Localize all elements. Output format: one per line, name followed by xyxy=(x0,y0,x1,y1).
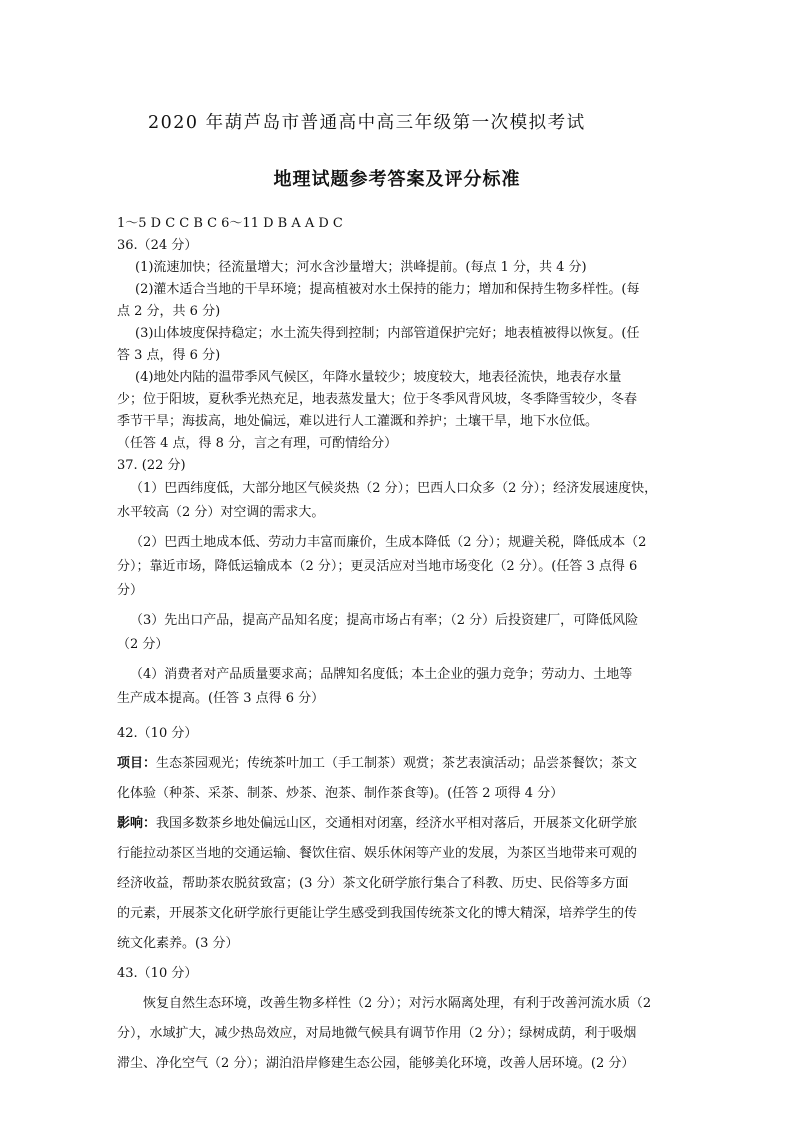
exam-title: 2020 年葫芦岛市普通高中高三年级第一次模拟考试 xyxy=(148,113,586,133)
q36-line-4: (3)山体坡度保持稳定；水土流失得到控制；内部管道保护完好；地表植被得以恢复。(任 xyxy=(135,326,640,341)
q37-line-7: （2 分） xyxy=(117,637,169,652)
q37-line-9: 生产成本提高。(任答 3 点得 6 分） xyxy=(117,691,325,706)
q43-line-1: 恢复自然生态环境，改善生物多样性（2 分）；对污水隔离处理，有利于改善河流水质（2 xyxy=(143,996,652,1011)
q37-line-4: 分）；靠近市场，降低运输成本（2 分）；更灵活应对当地市场变化（2 分）。(任答 3 点得 6 xyxy=(117,559,638,574)
q36-line-7: 少；位于阳坡，夏秋季光热充足，地表蒸发量大；位于冬季风背风坡，冬季降雪较少，冬春 xyxy=(117,392,638,407)
q42-line-5: 经济收益，帮助茶农脱贫致富；(3 分）茶文化研学旅行集合了科教、历史、民俗等多方面 xyxy=(117,876,629,891)
question-37 xyxy=(117,455,690,711)
q36-line-5: 答 3 点，得 6 分) xyxy=(117,348,221,363)
q37-line-5: 分） xyxy=(117,583,144,598)
q42-items-text: 生态茶园观光；传统茶叶加工（手工制茶）观赏；茶艺表演活动；品尝茶餐饮；茶文 xyxy=(156,756,638,771)
q42-line-4: 行能拉动茶区当地的交通运输、餐饮住宿、娱乐休闲等产业的发展，为茶区当地带来可观的 xyxy=(117,846,638,861)
q36-line-6: (4)地处内陆的温带季风气候区，年降水量较少；坡度较大，地表径流快，地表存水量 xyxy=(135,370,622,385)
q42-line-2: 化体验（种茶、采茶、制茶、炒茶、泡茶、制作茶食等)。(任答 2 项得 4 分） xyxy=(117,786,564,801)
q37-line-3: （2）巴西土地成本低、劳动力丰富而廉价，生成本降低（2 分）；规避关税，降低成本（2 xyxy=(130,535,647,550)
q42-line-7: 统文化素养。(3 分） xyxy=(117,936,239,951)
q42-line-3 xyxy=(117,809,690,839)
q42-line-1 xyxy=(117,749,690,779)
q36-line-8: 季节干旱；海拔高，地处偏远，难以进行人工灌溉和养护；土壤干旱，地下水位低。 xyxy=(117,414,599,429)
q42-line-6: 的元素，开展茶文化研学旅行更能让学生感受到我国传统茶文化的博大精深，培养学生的传 xyxy=(117,906,638,921)
q37-line-1: （1）巴西纬度低，大部分地区气候炎热（2 分）；巴西人口众多（2 分）；经济发展速度快， xyxy=(130,481,658,496)
q43-heading: 43.（10 分） xyxy=(117,966,198,981)
q42-impact-text: 我国多数茶乡地处偏远山区，交通相对闭塞，经济水平相对落后，开展茶文化研学旅 xyxy=(156,816,638,831)
q37-line-2: 水平较高（2 分）对空调的需求大。 xyxy=(117,505,325,520)
choice-answers: 1～5 D C C B C 6～11 D B A A D C xyxy=(117,216,343,231)
q36-line-2: (2)灌木适合当地的干旱环境；提高植被对水土保持的能力；增加和保持生物多样性。(每 xyxy=(135,282,640,297)
q37-line-6: （3）先出口产品，提高产品知名度；提高市场占有率；（2 分）后投资建厂，可降低风险 xyxy=(130,613,639,628)
q36-line-3: 点 2 分，共 6 分) xyxy=(117,304,221,319)
q36-line-1: (1)流速加快；径流量增大；河水含沙量增大；洪峰提前。(每点 1 分，共 4 分) xyxy=(135,260,587,275)
question-43 xyxy=(117,959,690,1079)
q43-line-2: 分），水域扩大，减少热岛效应，对局地微气候具有调节作用（2 分）；绿树成荫，利于吸烟 xyxy=(117,1026,637,1041)
q36-heading: 36.（24 分） xyxy=(117,238,198,253)
q36-line-9: （任答 4 点，得 8 分，言之有理，可酌情给分） xyxy=(117,436,398,451)
q37-line-8: （4）消费者对产品质量要求高；品牌知名度低；本土企业的强力竞争；劳动力、土地等 xyxy=(130,667,633,682)
q43-line-3: 滞尘、净化空气（2 分）；湖泊沿岸修建生态公园，能够美化环境，改善人居环境。(2 分） xyxy=(117,1056,635,1071)
q42-items-label: 项目： xyxy=(117,756,157,771)
q42-impact-label: 影响： xyxy=(117,816,157,831)
answer-content xyxy=(117,213,690,1079)
question-36 xyxy=(117,235,690,455)
question-42 xyxy=(117,719,690,959)
answer-key-title: 地理试题参考答案及评分标准 xyxy=(273,169,521,190)
q42-heading: 42.（10 分） xyxy=(117,726,198,741)
q37-heading: 37. (22 分) xyxy=(117,458,186,473)
